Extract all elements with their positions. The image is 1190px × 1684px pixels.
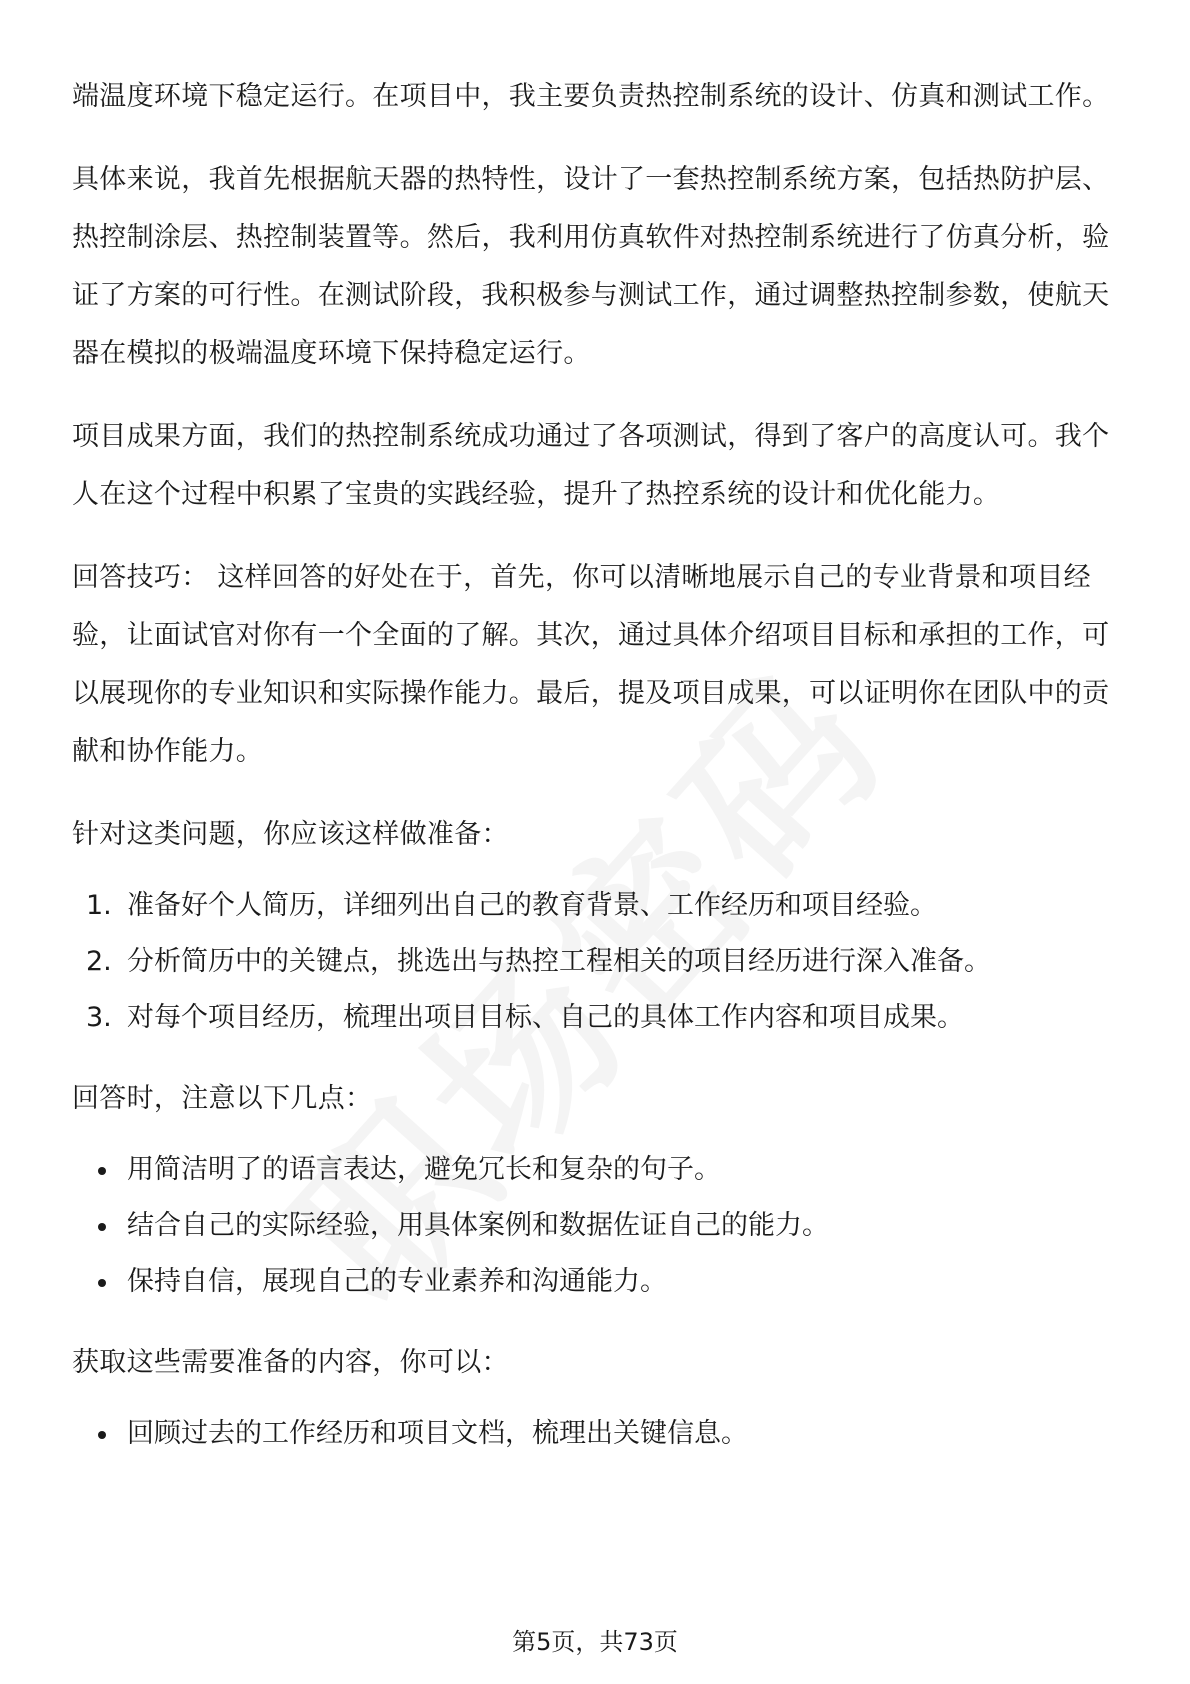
bullet-icon bbox=[98, 1431, 106, 1439]
list-item-text: 用简洁明了的语言表达，避免冗长和复杂的句子。 bbox=[127, 1154, 721, 1185]
bullet-icon bbox=[98, 1279, 106, 1287]
list-item-text: 对每个项目经历，梳理出项目目标、自己的具体工作内容和项目成果。 bbox=[127, 1002, 964, 1033]
list-item bbox=[72, 878, 1118, 934]
list-number: 1. bbox=[86, 890, 112, 921]
list-item-text: 准备好个人简历，详细列出自己的教育背景、工作经历和项目经验。 bbox=[127, 890, 937, 921]
list-item-text: 保持自信，展现自己的专业素养和沟通能力。 bbox=[127, 1266, 667, 1297]
obtain-heading: 获取这些需要准备的内容，你可以： bbox=[72, 1347, 509, 1378]
list-item-text: 结合自己的实际经验，用具体案例和数据佐证自己的能力。 bbox=[127, 1210, 829, 1241]
list-number: 2. bbox=[86, 946, 112, 977]
paragraph-details: 具体来说，我首先根据航天器的热特性，设计了一套热控制系统方案，包括热防护层、热控制涂层、热控制装置等。然后，我利用仿真软件对热控制系统进行了仿真分析，验证了方案的可行性。在测试阶段，我积极参与测试工作，通过调整热控制参数，使航天器在模拟的极端温度环境下保持稳定运行。 bbox=[72, 164, 1110, 369]
list-item bbox=[72, 1406, 1118, 1462]
document-body bbox=[72, 68, 1118, 1486]
obtain-list bbox=[72, 1406, 1118, 1462]
list-item bbox=[72, 1254, 1118, 1310]
bullet-icon bbox=[98, 1167, 106, 1175]
list-item bbox=[72, 990, 1118, 1046]
list-item bbox=[72, 1198, 1118, 1254]
paragraph-answer-tips: 回答技巧： 这样回答的好处在于，首先，你可以清晰地展示自己的专业背景和项目经验，让面试官对你有一个全面的了解。其次，通过具体介绍项目目标和承担的工作，可以展现你的专业知识和实际操作能力。最后，提及项目成果，可以证明你在团队中的贡献和协作能力。 bbox=[72, 562, 1110, 767]
bullet-icon bbox=[98, 1223, 106, 1231]
list-item-text: 回顾过去的工作经历和项目文档，梳理出关键信息。 bbox=[127, 1418, 748, 1449]
page-footer: 第5页，共73页 bbox=[512, 1628, 678, 1656]
paragraph-intro-continued: 端温度环境下稳定运行。在项目中，我主要负责热控制系统的设计、仿真和测试工作。 bbox=[72, 81, 1110, 112]
prep-list bbox=[72, 878, 1118, 1046]
list-number: 3. bbox=[86, 1002, 112, 1033]
paragraph-results: 项目成果方面，我们的热控制系统成功通过了各项测试，得到了客户的高度认可。我个人在这个过程中积累了宝贵的实践经验，提升了热控系统的设计和优化能力。 bbox=[72, 421, 1110, 510]
answer-list bbox=[72, 1142, 1118, 1310]
answer-heading: 回答时，注意以下几点： bbox=[72, 1083, 373, 1114]
list-item bbox=[72, 934, 1118, 990]
list-item-text: 分析简历中的关键点，挑选出与热控工程相关的项目经历进行深入准备。 bbox=[127, 946, 991, 977]
paragraph-prep-heading: 针对这类问题，你应该这样做准备： bbox=[72, 819, 509, 850]
list-item bbox=[72, 1142, 1118, 1198]
